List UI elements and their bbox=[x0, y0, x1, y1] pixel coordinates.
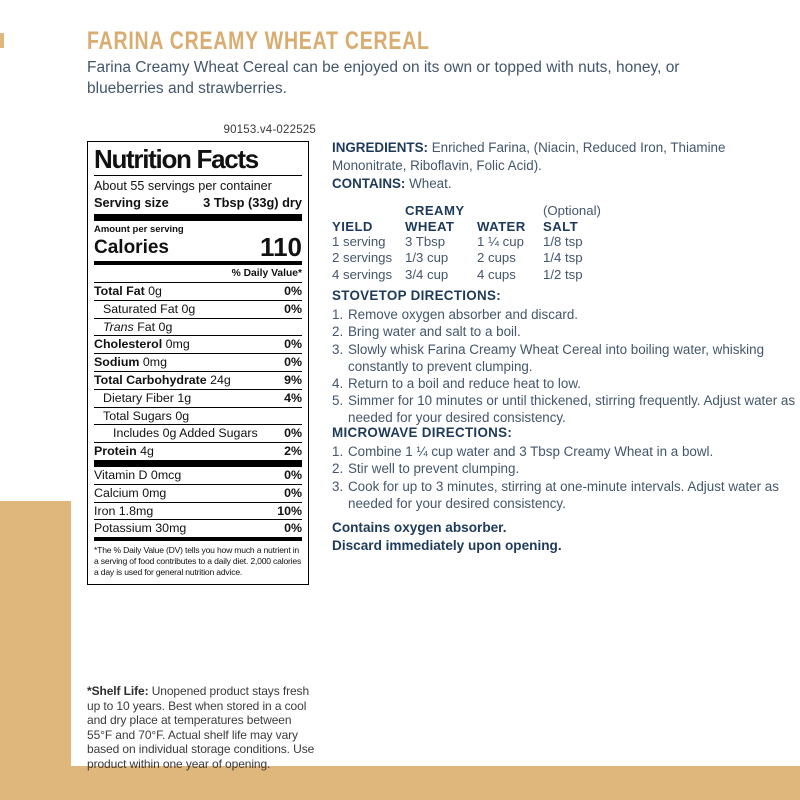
direction-step bbox=[332, 443, 798, 460]
contains-line bbox=[332, 175, 794, 193]
absorber-note bbox=[332, 519, 562, 554]
nutrient-name: Trans Fat 0g bbox=[103, 319, 173, 334]
microwave-directions bbox=[332, 424, 798, 512]
nutrient-name: Cholesterol 0mg bbox=[94, 337, 190, 352]
yield-cell: 3/4 cup bbox=[405, 266, 449, 282]
nutrient-row bbox=[94, 354, 302, 372]
yield-cell: 2 cups bbox=[477, 250, 516, 266]
edge-accent-sliver bbox=[0, 33, 4, 48]
nutrient-name: Saturated Fat 0g bbox=[103, 301, 196, 316]
step-number: 1. bbox=[332, 307, 344, 323]
yield-header-cell: SALT bbox=[543, 218, 579, 234]
nutrient-percent: 0% bbox=[284, 485, 302, 500]
yield-cell: 1/3 cup bbox=[405, 250, 449, 266]
nutrient-percent: 10% bbox=[277, 503, 302, 518]
absorber-note-line2: Discard immediately upon opening. bbox=[332, 537, 562, 553]
nutrient-row bbox=[94, 467, 302, 485]
nutrient-row bbox=[94, 301, 302, 319]
nutrient-row bbox=[94, 443, 302, 460]
micronutrient-rows bbox=[94, 467, 302, 537]
yield-cell: 3 Tbsp bbox=[405, 234, 446, 249]
direction-step bbox=[332, 460, 798, 477]
shelf-life-text: Unopened product stays fresh up to 10 years. Best when stored in a cool and dry place at temperatures between 55°F and 70°F. Actual shelf life may vary based on individual storage conditions. Use product within one year of opening. bbox=[87, 684, 315, 771]
step-number: 2. bbox=[332, 461, 344, 477]
serving-size-label: Serving size bbox=[94, 195, 169, 210]
nutrient-name: Calcium 0mg bbox=[94, 485, 167, 500]
nutrient-row bbox=[94, 425, 302, 443]
nutrient-name: Vitamin D 0mcg bbox=[94, 467, 182, 482]
step-text: Simmer for 10 minutes or until thickened, stirring frequently. Adjust water as needed for your desired consistency. bbox=[348, 393, 796, 426]
nutrient-name: Total Fat 0g bbox=[94, 284, 162, 298]
yield-header-cell bbox=[332, 203, 405, 219]
ingredients-line bbox=[332, 139, 794, 175]
absorber-note-line1: Contains oxygen absorber. bbox=[332, 520, 507, 535]
stovetop-title: STOVETOP DIRECTIONS: bbox=[332, 288, 501, 303]
yield-cell: 4 cups bbox=[477, 266, 516, 282]
yield-header-cell: YIELD bbox=[332, 218, 373, 234]
stovetop-steps bbox=[332, 306, 798, 426]
nutrient-row bbox=[94, 283, 302, 301]
nutrient-row bbox=[94, 336, 302, 354]
nutrient-percent: 0% bbox=[284, 355, 302, 370]
nutrient-percent: 0% bbox=[284, 284, 302, 298]
yield-header-cell: (Optional) bbox=[543, 203, 601, 218]
step-text: Slowly whisk Farina Creamy Wheat Cereal into boiling water, whisking constantly to prevent clumping. bbox=[348, 341, 765, 374]
step-number: 2. bbox=[332, 324, 344, 340]
direction-step bbox=[332, 392, 798, 426]
thick-divider bbox=[94, 460, 302, 467]
nutrient-row bbox=[94, 372, 302, 390]
direction-step bbox=[332, 306, 798, 323]
microwave-steps bbox=[332, 443, 798, 512]
nutrient-row bbox=[94, 520, 302, 537]
nutrient-row bbox=[94, 319, 302, 337]
step-text: Cook for up to 3 minutes, stirring at one-minute intervals. Adjust water as needed for your desired consistency. bbox=[348, 478, 779, 511]
contains-label: CONTAINS: bbox=[332, 176, 406, 191]
ingredients-section bbox=[332, 139, 794, 193]
yield-cell: 2 servings bbox=[332, 250, 393, 266]
shelf-life-label: *Shelf Life: bbox=[87, 684, 149, 698]
nutrient-name: Potassium 30mg bbox=[94, 521, 187, 536]
nutrient-percent: 4% bbox=[284, 390, 302, 405]
contains-text: Wheat. bbox=[405, 176, 452, 191]
nutrition-label bbox=[87, 141, 309, 585]
servings-per-container: About 55 servings per container bbox=[94, 179, 272, 193]
nutrient-percent: 0% bbox=[284, 467, 302, 482]
nutrient-rows bbox=[94, 283, 302, 460]
yield-cell: 1/4 tsp bbox=[543, 250, 583, 266]
yield-cell: 1/2 tsp bbox=[543, 266, 583, 282]
step-text: Return to a boil and reduce heat to low. bbox=[348, 376, 582, 392]
nutrient-row bbox=[94, 408, 302, 426]
daily-value-header: % Daily Value* bbox=[94, 265, 302, 283]
microwave-title: MICROWAVE DIRECTIONS: bbox=[332, 425, 513, 440]
step-number: 1. bbox=[332, 444, 344, 460]
ingredients-label: INGREDIENTS: bbox=[332, 140, 428, 155]
yield-table bbox=[332, 203, 629, 283]
nutrient-percent: 0% bbox=[284, 521, 302, 536]
shelf-life-note bbox=[87, 684, 319, 771]
step-text: Combine 1 ¼ cup water and 3 Tbsp Creamy Wheat in a bowl. bbox=[348, 444, 714, 460]
nutrient-name: Protein 4g bbox=[94, 444, 154, 459]
yield-header-cell: WATER bbox=[477, 218, 526, 234]
nutrient-percent: 9% bbox=[284, 372, 302, 387]
direction-step bbox=[332, 478, 798, 512]
nutrient-name: Includes 0g Added Sugars bbox=[113, 426, 258, 441]
step-text: Remove oxygen absorber and discard. bbox=[348, 307, 579, 323]
nutrient-percent: 0% bbox=[284, 337, 302, 352]
step-number: 3. bbox=[332, 478, 344, 494]
amount-per-serving-label: Amount per serving bbox=[94, 224, 184, 235]
nutrient-percent: 0% bbox=[284, 426, 302, 441]
step-text: Stir well to prevent clumping. bbox=[348, 461, 520, 477]
step-number: 4. bbox=[332, 376, 344, 392]
yield-cell: 1/8 tsp bbox=[543, 234, 583, 249]
direction-step bbox=[332, 375, 798, 392]
nutrient-row bbox=[94, 503, 302, 521]
yield-header-cell: CREAMY bbox=[405, 203, 465, 218]
nutrient-percent: 0% bbox=[284, 301, 302, 316]
step-number: 5. bbox=[332, 393, 344, 409]
direction-step bbox=[332, 323, 798, 340]
stovetop-directions bbox=[332, 287, 798, 427]
product-code: 90153.v4-022525 bbox=[223, 124, 316, 136]
nutrition-footnote: *The % Daily Value (DV) tells you how much a nutrient in a serving of food contributes to a daily diet. 2,000 calories a day is used for general nutrition advice. bbox=[94, 545, 302, 577]
serving-size-value: 3 Tbsp (33g) dry bbox=[203, 195, 302, 210]
serving-size-row bbox=[94, 194, 302, 214]
step-text: Bring water and salt to a boil. bbox=[348, 324, 521, 340]
nutrient-percent: 2% bbox=[284, 444, 302, 459]
direction-step bbox=[332, 341, 798, 375]
calories-label: Calories bbox=[94, 237, 169, 258]
yield-header-cell: WHEAT bbox=[405, 218, 455, 234]
nutrient-name: Iron 1.8mg bbox=[94, 503, 154, 518]
yield-header-cell bbox=[477, 203, 543, 219]
thick-divider bbox=[94, 214, 302, 221]
calories-row bbox=[94, 232, 302, 265]
page-description: Farina Creamy Wheat Cereal can be enjoyed on its own or topped with nuts, honey, or blueberries and strawberries. bbox=[87, 59, 680, 97]
ingredients-text: Enriched Farina, (Niacin, Reduced Iron, Thiamine Mononitrate, Riboflavin, Folic Acid). bbox=[332, 140, 726, 173]
yield-cell: 4 servings bbox=[332, 266, 393, 282]
yield-cell: 1 ¼ cup bbox=[477, 234, 524, 249]
yield-cell: 1 serving bbox=[332, 234, 386, 249]
nutrient-name: Sodium 0mg bbox=[94, 355, 167, 370]
page-title: FARINA CREAMY WHEAT CEREAL bbox=[87, 27, 430, 55]
nutrient-name: Dietary Fiber 1g bbox=[103, 390, 192, 405]
nutrient-row bbox=[94, 390, 302, 408]
calories-value: 110 bbox=[260, 232, 302, 262]
nutrient-name: Total Carbohydrate 24g bbox=[94, 372, 231, 387]
nutrient-name: Total Sugars 0g bbox=[103, 408, 190, 423]
step-number: 3. bbox=[332, 341, 344, 357]
left-accent-block bbox=[0, 501, 71, 800]
bottom-accent-bar bbox=[0, 766, 800, 800]
nutrition-title: Nutrition Facts bbox=[94, 146, 302, 176]
nutrient-row bbox=[94, 485, 302, 503]
